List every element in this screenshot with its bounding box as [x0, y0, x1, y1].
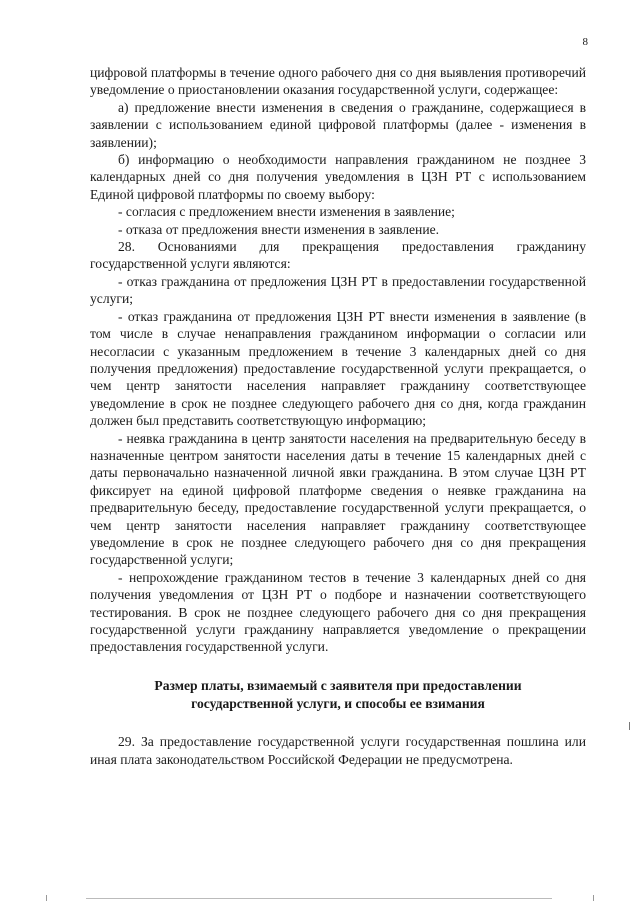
scan-mark [629, 722, 630, 730]
paragraph: цифровой платформы в течение одного рабочего дня со дня выявления противоречий уведомление о приостановлении оказания государственной услуги, содержащее: [90, 65, 586, 98]
paragraph: - отказ гражданина от предложения ЦЗН РТ внести изменения в заявление (в том числе в случае ненаправления гражданином информации о согласии или несогласии с указанным предложением в течение 3 календарных дней со дня получения предложения) предоставление государственной услуги прекращается, о чем центр занятости населения направляет гражданину соответствующее уведомление в срок не позднее следующего рабочего дня со дня, когда гражданин должен был представить соответствующую информацию; [90, 308, 586, 429]
section-heading-line-1: Размер платы, взимаемый с заявителя при предоставлении [154, 677, 522, 693]
paragraph: - отказа от предложения внести изменения в заявление. [118, 221, 440, 237]
section-heading [90, 677, 586, 713]
paragraphs-bottom [90, 733, 586, 768]
scan-tick-right [593, 895, 594, 901]
paragraph: а) предложение внести изменения в сведения о гражданине, содержащиеся в заявлении с использованием единой цифровой платформы (далее - изменения в заявлении); [90, 99, 586, 150]
paragraph: 29. За предоставление государственной услуги государственная пошлина или иная плата законодательством Российской Федерации не предусмотрена. [90, 734, 586, 767]
scan-edge-line [86, 898, 552, 899]
paragraph: - согласия с предложением внести изменения в заявление; [118, 204, 455, 220]
document-body [90, 64, 586, 768]
paragraph: - неявка гражданина в центр занятости населения на предварительную беседу в назначенные центром занятости населения даты в течение 15 календарных дней с даты первоначально назначенной личной явки гражданина. В этом случае ЦЗН РТ фиксирует на единой цифровой платформе сведения о неявке гражданина на предварительную беседу, предоставление государственной услуги прекращается, о чем центр занятости населения направляет гражданину соответствующее уведомление в срок не позднее следующего рабочего дня со дня прекращения государственной услуги; [90, 430, 586, 568]
paragraph: - отказ гражданина от предложения ЦЗН РТ в предоставлении государственной услуги; [90, 273, 586, 307]
paragraph: - непрохождение гражданином тестов в течение 3 календарных дней со дня получения уведомления от ЦЗН РТ о подборе и назначении соответствующего тестирования. В срок не позднее следующего рабочего дня со дня прекращения государственной услуги гражданину направляется уведомление о прекращении предоставления государственной услуги. [90, 569, 586, 655]
paragraphs-top [90, 64, 586, 656]
scan-tick-left [46, 895, 47, 901]
paragraph: 28. Основаниями для прекращения предоставления гражданину государственной услуги являются: [90, 239, 586, 272]
page-number: 8 [582, 36, 588, 48]
section-heading-line-2: государственной услуги, и способы ее взимания [191, 695, 485, 711]
paragraph: б) информацию о необходимости направления гражданином не позднее 3 календарных дней со дня получения уведомления в ЦЗН РТ с использованием Единой цифровой платформы по своему выбору: [90, 152, 586, 202]
